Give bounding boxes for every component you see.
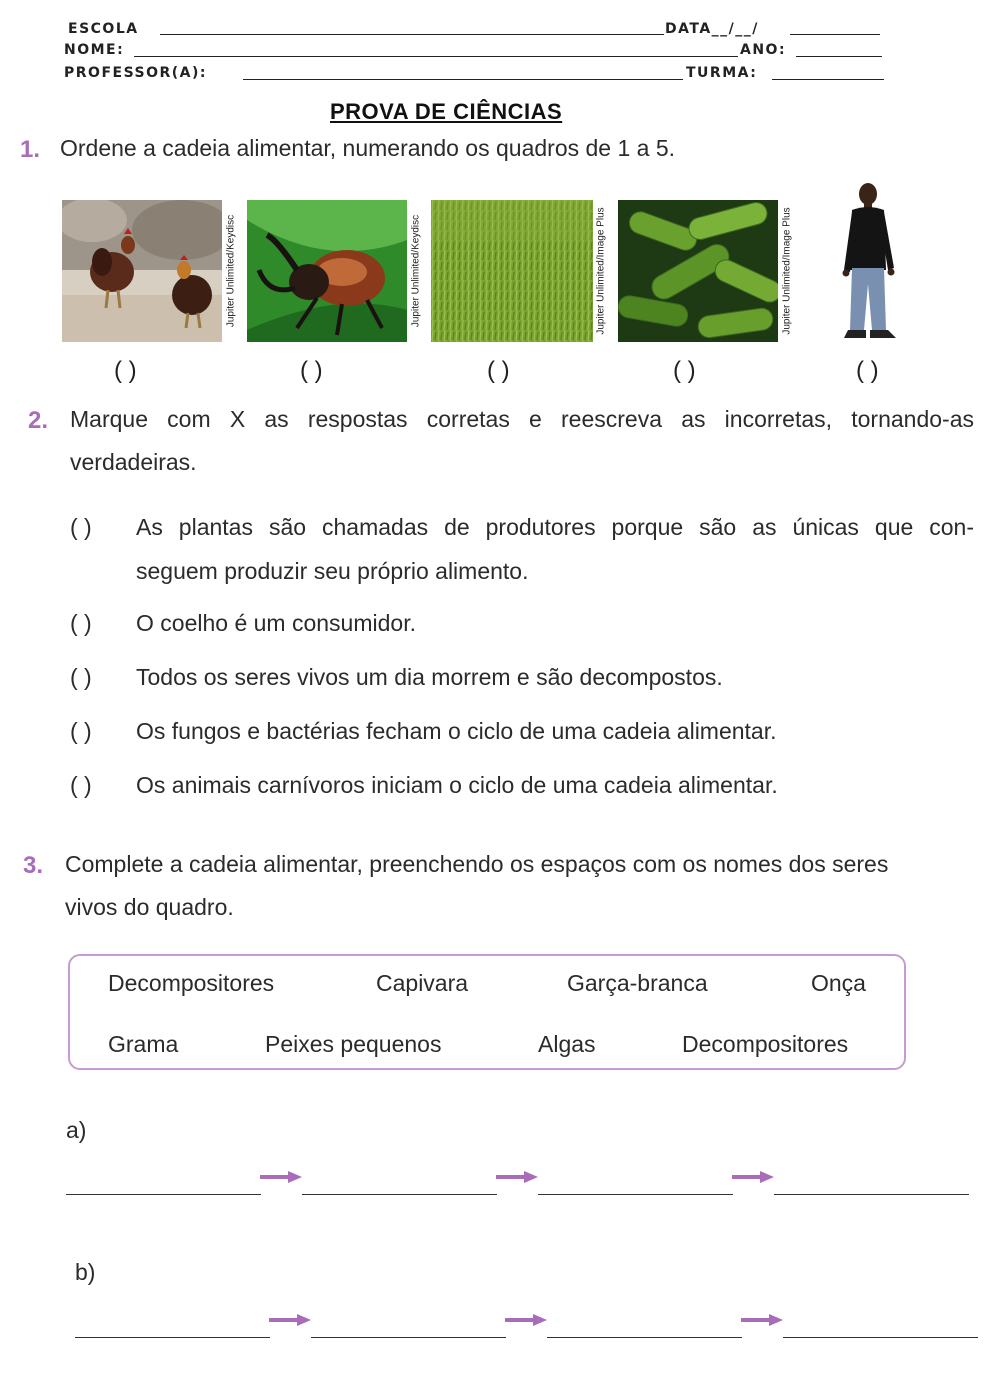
answer-blank[interactable] — [75, 1337, 270, 1338]
word-bank-item: Decompositores — [108, 970, 275, 996]
word-bank-item: Decompositores — [682, 1031, 849, 1057]
answer-blank[interactable] — [66, 1194, 261, 1195]
photo-credit: Jupiter Unlimited/Keydisc — [410, 214, 422, 328]
checkbox-parens[interactable]: ( ) — [70, 718, 92, 744]
subquestion-a-label: a) — [66, 1117, 87, 1143]
answer-parens[interactable]: ( ) — [487, 357, 510, 384]
turma-label: TURMA: — [686, 65, 758, 81]
beetle-photo — [247, 200, 407, 342]
arrow-right-icon — [741, 1313, 783, 1327]
word-bank-item: Algas — [538, 1031, 596, 1057]
q2-item-text: Os animais carnívoros iniciam o ciclo de uma cadeia alimentar. — [136, 772, 778, 798]
answer-parens[interactable]: ( ) — [300, 357, 323, 384]
chickens-photo — [62, 200, 222, 342]
checkbox-parens[interactable]: ( ) — [70, 664, 92, 690]
ano-line[interactable] — [796, 56, 882, 57]
word-bank-item: Peixes pequenos — [265, 1031, 442, 1057]
arrow-right-icon — [732, 1170, 774, 1184]
checkbox-parens[interactable]: ( ) — [70, 514, 92, 540]
professor-label: PROFESSOR(A): — [64, 65, 208, 81]
turma-line[interactable] — [772, 79, 884, 80]
q2-text-line2: verdadeiras. — [70, 449, 197, 475]
answer-blank[interactable] — [547, 1337, 742, 1338]
q2-item-text: Os fungos e bactérias fecham o ciclo de uma cadeia alimentar. — [136, 718, 777, 744]
q2-item-text: O coelho é um consumidor. — [136, 610, 416, 636]
answer-blank[interactable] — [774, 1194, 969, 1195]
bacteria-photo — [618, 200, 778, 342]
answer-blank[interactable] — [302, 1194, 497, 1195]
grass-photo — [431, 200, 593, 342]
word-bank-item: Capivara — [376, 970, 469, 996]
nome-label: NOME: — [64, 42, 125, 58]
escola-label: ESCOLA — [68, 21, 139, 37]
photo-credit: Jupiter Unlimited/Keydisc — [225, 214, 237, 328]
ano-label: ANO: — [740, 42, 787, 58]
q3-text-line2: vivos do quadro. — [65, 894, 234, 920]
q2-number: 2. — [28, 407, 49, 434]
escola-line[interactable] — [160, 34, 664, 35]
answer-blank[interactable] — [311, 1337, 506, 1338]
checkbox-parens[interactable]: ( ) — [70, 610, 92, 636]
q2-item-text: seguem produzir seu próprio alimento. — [136, 558, 529, 584]
q1-text: Ordene a cadeia alimentar, numerando os quadros de 1 a 5. — [60, 135, 676, 161]
checkbox-parens[interactable]: ( ) — [70, 772, 92, 798]
q3-number: 3. — [23, 852, 44, 879]
q3-text-line1: Complete a cadeia alimentar, preenchendo os espaços com os nomes dos seres — [65, 851, 889, 877]
answer-parens[interactable]: ( ) — [673, 357, 696, 384]
nome-line[interactable] — [134, 56, 738, 57]
arrow-right-icon — [260, 1170, 302, 1184]
arrow-right-icon — [505, 1313, 547, 1327]
photo-credit: Jupiter Unlimited/Image Plus — [595, 207, 607, 335]
answer-parens[interactable]: ( ) — [114, 357, 137, 384]
q2-item-text: As plantas são chamadas de produtores porque são as únicas que con- — [136, 514, 974, 540]
data-label: DATA__/__/ — [665, 21, 759, 37]
photo-credit: Jupiter Unlimited/Image Plus — [781, 207, 793, 335]
subquestion-b-label: b) — [75, 1259, 96, 1285]
word-bank-item: Grama — [108, 1031, 179, 1057]
word-bank-item: Garça-branca — [567, 970, 708, 996]
professor-line[interactable] — [243, 79, 683, 80]
arrow-right-icon — [496, 1170, 538, 1184]
arrow-right-icon — [269, 1313, 311, 1327]
q1-number: 1. — [20, 136, 41, 163]
data-line[interactable] — [790, 34, 880, 35]
page-title: PROVA DE CIÊNCIAS — [330, 99, 563, 124]
q2-item-text: Todos os seres vivos um dia morrem e são decompostos. — [136, 664, 723, 690]
word-bank-item: Onça — [811, 970, 866, 996]
q2-text-line1: Marque com X as respostas corretas e reescreva as incorretas, tornando-as — [70, 406, 974, 432]
answer-blank[interactable] — [783, 1337, 978, 1338]
answer-parens[interactable]: ( ) — [856, 357, 879, 384]
answer-blank[interactable] — [538, 1194, 733, 1195]
man-photo — [838, 180, 918, 343]
